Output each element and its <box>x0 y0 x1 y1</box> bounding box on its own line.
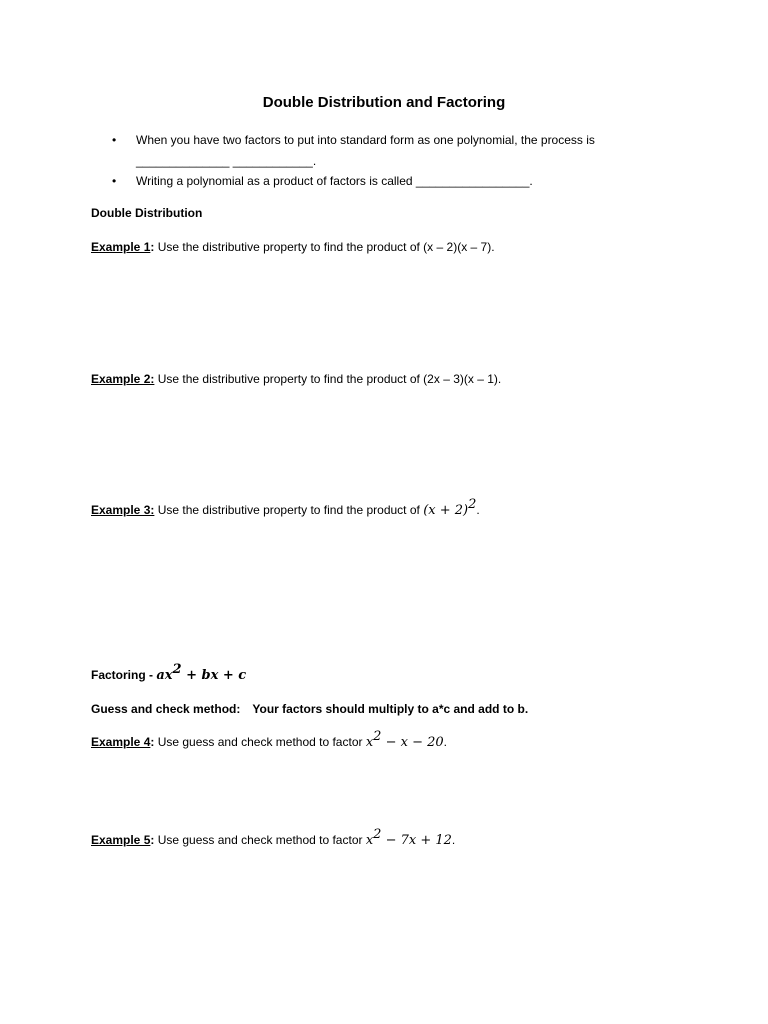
example-2-text: Use the distributive property to find the product of (2x – 3)(x – 1). <box>154 372 502 386</box>
guess-check-line <box>91 702 528 716</box>
guess-check-label: Guess and check method: <box>91 702 241 716</box>
example-5-tail: . <box>451 833 456 847</box>
section-heading-factoring <box>91 662 247 683</box>
example-3-exponent: 2 <box>468 497 477 512</box>
page-title: Double Distribution and Factoring <box>262 94 506 111</box>
example-4 <box>91 729 447 750</box>
example-4-label-colon: : <box>150 735 155 749</box>
example-4-text: Use guess and check method to factor <box>154 735 366 749</box>
bullet-marker: • <box>112 133 117 147</box>
example-5-label: Example 5 <box>91 833 151 847</box>
example-3-text: Use the distributive property to find the product of <box>154 503 424 517</box>
example-1 <box>91 240 495 254</box>
example-5-text: Use guess and check method to factor <box>154 833 366 847</box>
example-5-math-rest: − 7x + 12 <box>381 833 452 848</box>
bullet-marker: • <box>112 174 117 188</box>
example-5-exponent: 2 <box>373 827 382 842</box>
example-3-math: (x + 2) <box>423 503 469 518</box>
example-3 <box>91 497 480 518</box>
example-2 <box>91 372 501 386</box>
example-3-label: Example 3: <box>91 503 155 517</box>
example-1-label: Example 1 <box>91 240 151 254</box>
example-1-label-colon: : <box>150 240 155 254</box>
bullet-2-line-1: Writing a polynomial as a product of factors is called _________________. <box>136 174 533 188</box>
example-5 <box>91 827 456 848</box>
example-5-math: x <box>365 833 374 848</box>
example-5-label-colon: : <box>150 833 155 847</box>
example-4-tail: . <box>443 735 447 749</box>
example-2-label: Example 2: <box>91 372 155 386</box>
factoring-exponent: 2 <box>172 662 182 677</box>
factoring-prefix: Factoring - <box>91 668 157 682</box>
factoring-math-rest: + bx + c <box>181 668 247 683</box>
bullet-1-line-1: When you have two factors to put into standard form as one polynomial, the process is <box>136 133 595 147</box>
example-4-exponent: 2 <box>373 729 382 744</box>
example-3-tail: . <box>476 503 480 517</box>
factoring-math-ax: ax <box>156 668 173 683</box>
guess-check-text: Your factors should multiply to a*c and add to b. <box>252 702 529 716</box>
bullet-1-line-2: ______________ ____________. <box>136 154 317 168</box>
section-heading-double-distribution: Double Distribution <box>91 206 203 220</box>
example-4-label: Example 4 <box>91 735 151 749</box>
example-4-math: x <box>365 735 374 750</box>
example-1-text: Use the distributive property to find the product of (x – 2)(x – 7). <box>154 240 495 254</box>
example-4-math-rest: − x − 20 <box>381 735 444 750</box>
